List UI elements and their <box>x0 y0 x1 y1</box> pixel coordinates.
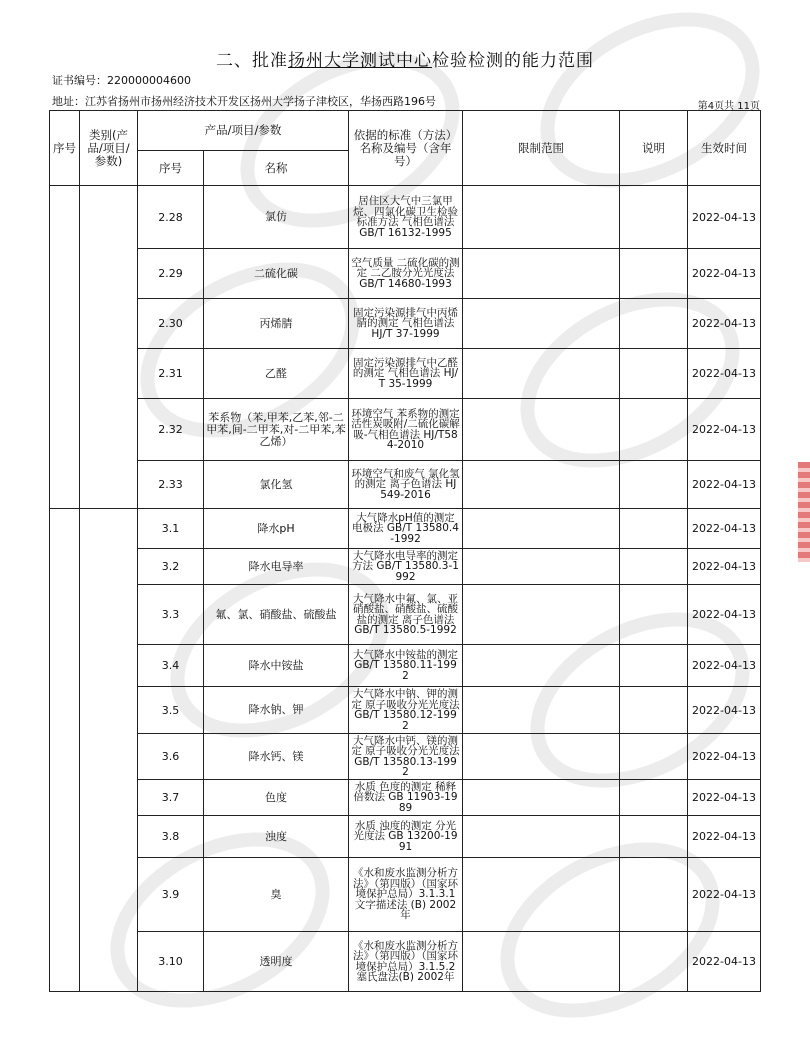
seq-cell <box>50 509 80 992</box>
category-cell <box>80 509 138 992</box>
row-name: 氯化氢 <box>204 461 349 509</box>
row-no: 3.5 <box>138 687 204 734</box>
row-standard: 固定污染源排气中丙烯腈的测定 气相色谱法 HJ/T 37-1999 <box>349 299 463 349</box>
row-date: 2022-04-13 <box>688 734 761 780</box>
row-note <box>620 687 688 734</box>
row-name: 降水电导率 <box>204 549 349 585</box>
row-date: 2022-04-13 <box>688 858 761 932</box>
row-standard: 环境空气 苯系物的测定 活性炭吸附/二硫化碳解吸-气相色谱法 HJ/T584-2010 <box>349 399 463 461</box>
row-limit <box>463 932 620 992</box>
row-limit <box>463 645 620 687</box>
row-date: 2022-04-13 <box>688 687 761 734</box>
row-name: 浊度 <box>204 816 349 858</box>
seal-stamp <box>798 462 810 562</box>
row-no: 2.31 <box>138 349 204 399</box>
header-sub-seq: 序号 <box>138 151 204 186</box>
category-cell <box>80 186 138 509</box>
table-row <box>50 585 761 645</box>
row-date: 2022-04-13 <box>688 816 761 858</box>
table-row <box>50 461 761 509</box>
row-limit <box>463 349 620 399</box>
table-row <box>50 932 761 992</box>
row-no: 3.4 <box>138 645 204 687</box>
row-no: 3.6 <box>138 734 204 780</box>
row-name: 臭 <box>204 858 349 932</box>
table-row <box>50 780 761 816</box>
row-note <box>620 349 688 399</box>
row-limit <box>463 509 620 549</box>
row-limit <box>463 858 620 932</box>
capability-table <box>49 110 761 992</box>
row-standard: 大气降水中钙、镁的测定 原子吸收分光光度法 GB/T 13580.13-1992 <box>349 734 463 780</box>
seq-cell <box>50 186 80 509</box>
table-row <box>50 399 761 461</box>
row-date: 2022-04-13 <box>688 461 761 509</box>
row-no: 2.33 <box>138 461 204 509</box>
row-standard: 《水和废水监测分析方法》（第四版）（国家环境保护总局）3.1.5.2塞氏盘法(B) 2002年 <box>349 932 463 992</box>
row-no: 3.9 <box>138 858 204 932</box>
row-date: 2022-04-13 <box>688 349 761 399</box>
row-no: 3.2 <box>138 549 204 585</box>
row-limit <box>463 249 620 299</box>
row-no: 3.7 <box>138 780 204 816</box>
row-standard: 大气降水中氟、氯、亚硝酸盐、硝酸盐、硫酸盐的测定 离子色谱法 GB/T 13580.5-1992 <box>349 585 463 645</box>
row-name: 降水中铵盐 <box>204 645 349 687</box>
page-title: 二、批准扬州大学测试中心检验检测的能力范围 <box>216 51 594 71</box>
header-name: 名称 <box>204 151 349 186</box>
table-row <box>50 645 761 687</box>
row-note <box>620 816 688 858</box>
row-limit <box>463 461 620 509</box>
row-note <box>620 932 688 992</box>
row-note <box>620 780 688 816</box>
row-limit <box>463 816 620 858</box>
row-limit <box>463 780 620 816</box>
row-note <box>620 186 688 249</box>
row-name: 色度 <box>204 780 349 816</box>
row-no: 3.8 <box>138 816 204 858</box>
row-date: 2022-04-13 <box>688 932 761 992</box>
header-note: 说明 <box>620 111 688 186</box>
row-standard: 《水和废水监测分析方法》（第四版）（国家环境保护总局）3.1.3.1文字描述法 (B) 2002年 <box>349 858 463 932</box>
row-date: 2022-04-13 <box>688 299 761 349</box>
row-name: 氟、氯、硝酸盐、硫酸盐 <box>204 585 349 645</box>
row-standard: 大气降水中铵盐的测定 GB/T 13580.11-1992 <box>349 645 463 687</box>
row-note <box>620 549 688 585</box>
row-note <box>620 585 688 645</box>
row-name: 丙烯腈 <box>204 299 349 349</box>
table-row <box>50 249 761 299</box>
table-row <box>50 186 761 249</box>
row-date: 2022-04-13 <box>688 399 761 461</box>
table-row <box>50 509 761 549</box>
row-date: 2022-04-13 <box>688 549 761 585</box>
table-row <box>50 687 761 734</box>
header-standard: 依据的标准（方法）名称及编号（含年号） <box>349 111 463 186</box>
table-row <box>50 349 761 399</box>
row-limit <box>463 186 620 249</box>
row-no: 3.3 <box>138 585 204 645</box>
org-name: 扬州大学测试中心 <box>288 51 432 71</box>
row-name: 二硫化碳 <box>204 249 349 299</box>
row-no: 2.32 <box>138 399 204 461</box>
row-no: 3.1 <box>138 509 204 549</box>
row-note <box>620 509 688 549</box>
row-standard: 水质 浊度的测定 分光光度法 GB 13200-1991 <box>349 816 463 858</box>
row-note <box>620 645 688 687</box>
row-note <box>620 858 688 932</box>
header-product-group: 产品/项目/参数 <box>138 111 349 151</box>
row-limit <box>463 734 620 780</box>
address: 地址：江苏省扬州市扬州经济技术开发区扬州大学扬子津校区，华扬西路196号 <box>52 95 436 108</box>
table-row <box>50 858 761 932</box>
header-limit: 限制范围 <box>463 111 620 186</box>
row-name: 苯系物（苯,甲苯,乙苯,邻-二甲苯,间-二甲苯,对-二甲苯,苯乙烯） <box>204 399 349 461</box>
row-note <box>620 461 688 509</box>
table-row <box>50 549 761 585</box>
row-standard: 大气降水中钠、钾的测定 原子吸收分光光度法 GB/T 13580.12-1992 <box>349 687 463 734</box>
row-date: 2022-04-13 <box>688 249 761 299</box>
row-name: 乙醛 <box>204 349 349 399</box>
row-note <box>620 299 688 349</box>
row-standard: 居住区大气中三氯甲烷、四氯化碳卫生检验标准方法 气相色谱法 GB/T 16132-1995 <box>349 186 463 249</box>
row-name: 降水pH <box>204 509 349 549</box>
row-date: 2022-04-13 <box>688 585 761 645</box>
row-standard: 大气降水pH值的测定 电极法 GB/T 13580.4-1992 <box>349 509 463 549</box>
row-no: 3.10 <box>138 932 204 992</box>
row-note <box>620 734 688 780</box>
row-no: 2.29 <box>138 249 204 299</box>
row-limit <box>463 399 620 461</box>
row-no: 2.30 <box>138 299 204 349</box>
certificate-number: 证书编号：220000004600 <box>52 74 191 87</box>
row-limit <box>463 299 620 349</box>
row-standard: 固定污染源排气中乙醛的测定 气相色谱法 HJ/T 35-1999 <box>349 349 463 399</box>
table-row <box>50 734 761 780</box>
row-limit <box>463 687 620 734</box>
page-indicator: 第4页共 11页 <box>697 101 760 112</box>
row-name: 降水钠、钾 <box>204 687 349 734</box>
row-name: 降水钙、镁 <box>204 734 349 780</box>
row-note <box>620 399 688 461</box>
row-standard: 水质 色度的测定 稀释倍数法 GB 11903-1989 <box>349 780 463 816</box>
row-standard: 环境空气和废气 氯化氢的测定 离子色谱法 HJ 549-2016 <box>349 461 463 509</box>
row-no: 2.28 <box>138 186 204 249</box>
row-standard: 空气质量 二硫化碳的测定 二乙胺分光光度法 GB/T 14680-1993 <box>349 249 463 299</box>
row-date: 2022-04-13 <box>688 186 761 249</box>
table-row <box>50 299 761 349</box>
row-limit <box>463 585 620 645</box>
header-effective: 生效时间 <box>688 111 761 186</box>
row-date: 2022-04-13 <box>688 509 761 549</box>
row-date: 2022-04-13 <box>688 780 761 816</box>
row-standard: 大气降水电导率的测定方法 GB/T 13580.3-1992 <box>349 549 463 585</box>
header-seq: 序号 <box>50 111 80 186</box>
header-category: 类别(产品/项目/参数) <box>80 111 138 186</box>
row-note <box>620 249 688 299</box>
row-limit <box>463 549 620 585</box>
row-name: 氯仿 <box>204 186 349 249</box>
row-date: 2022-04-13 <box>688 645 761 687</box>
table-row <box>50 816 761 858</box>
row-name: 透明度 <box>204 932 349 992</box>
